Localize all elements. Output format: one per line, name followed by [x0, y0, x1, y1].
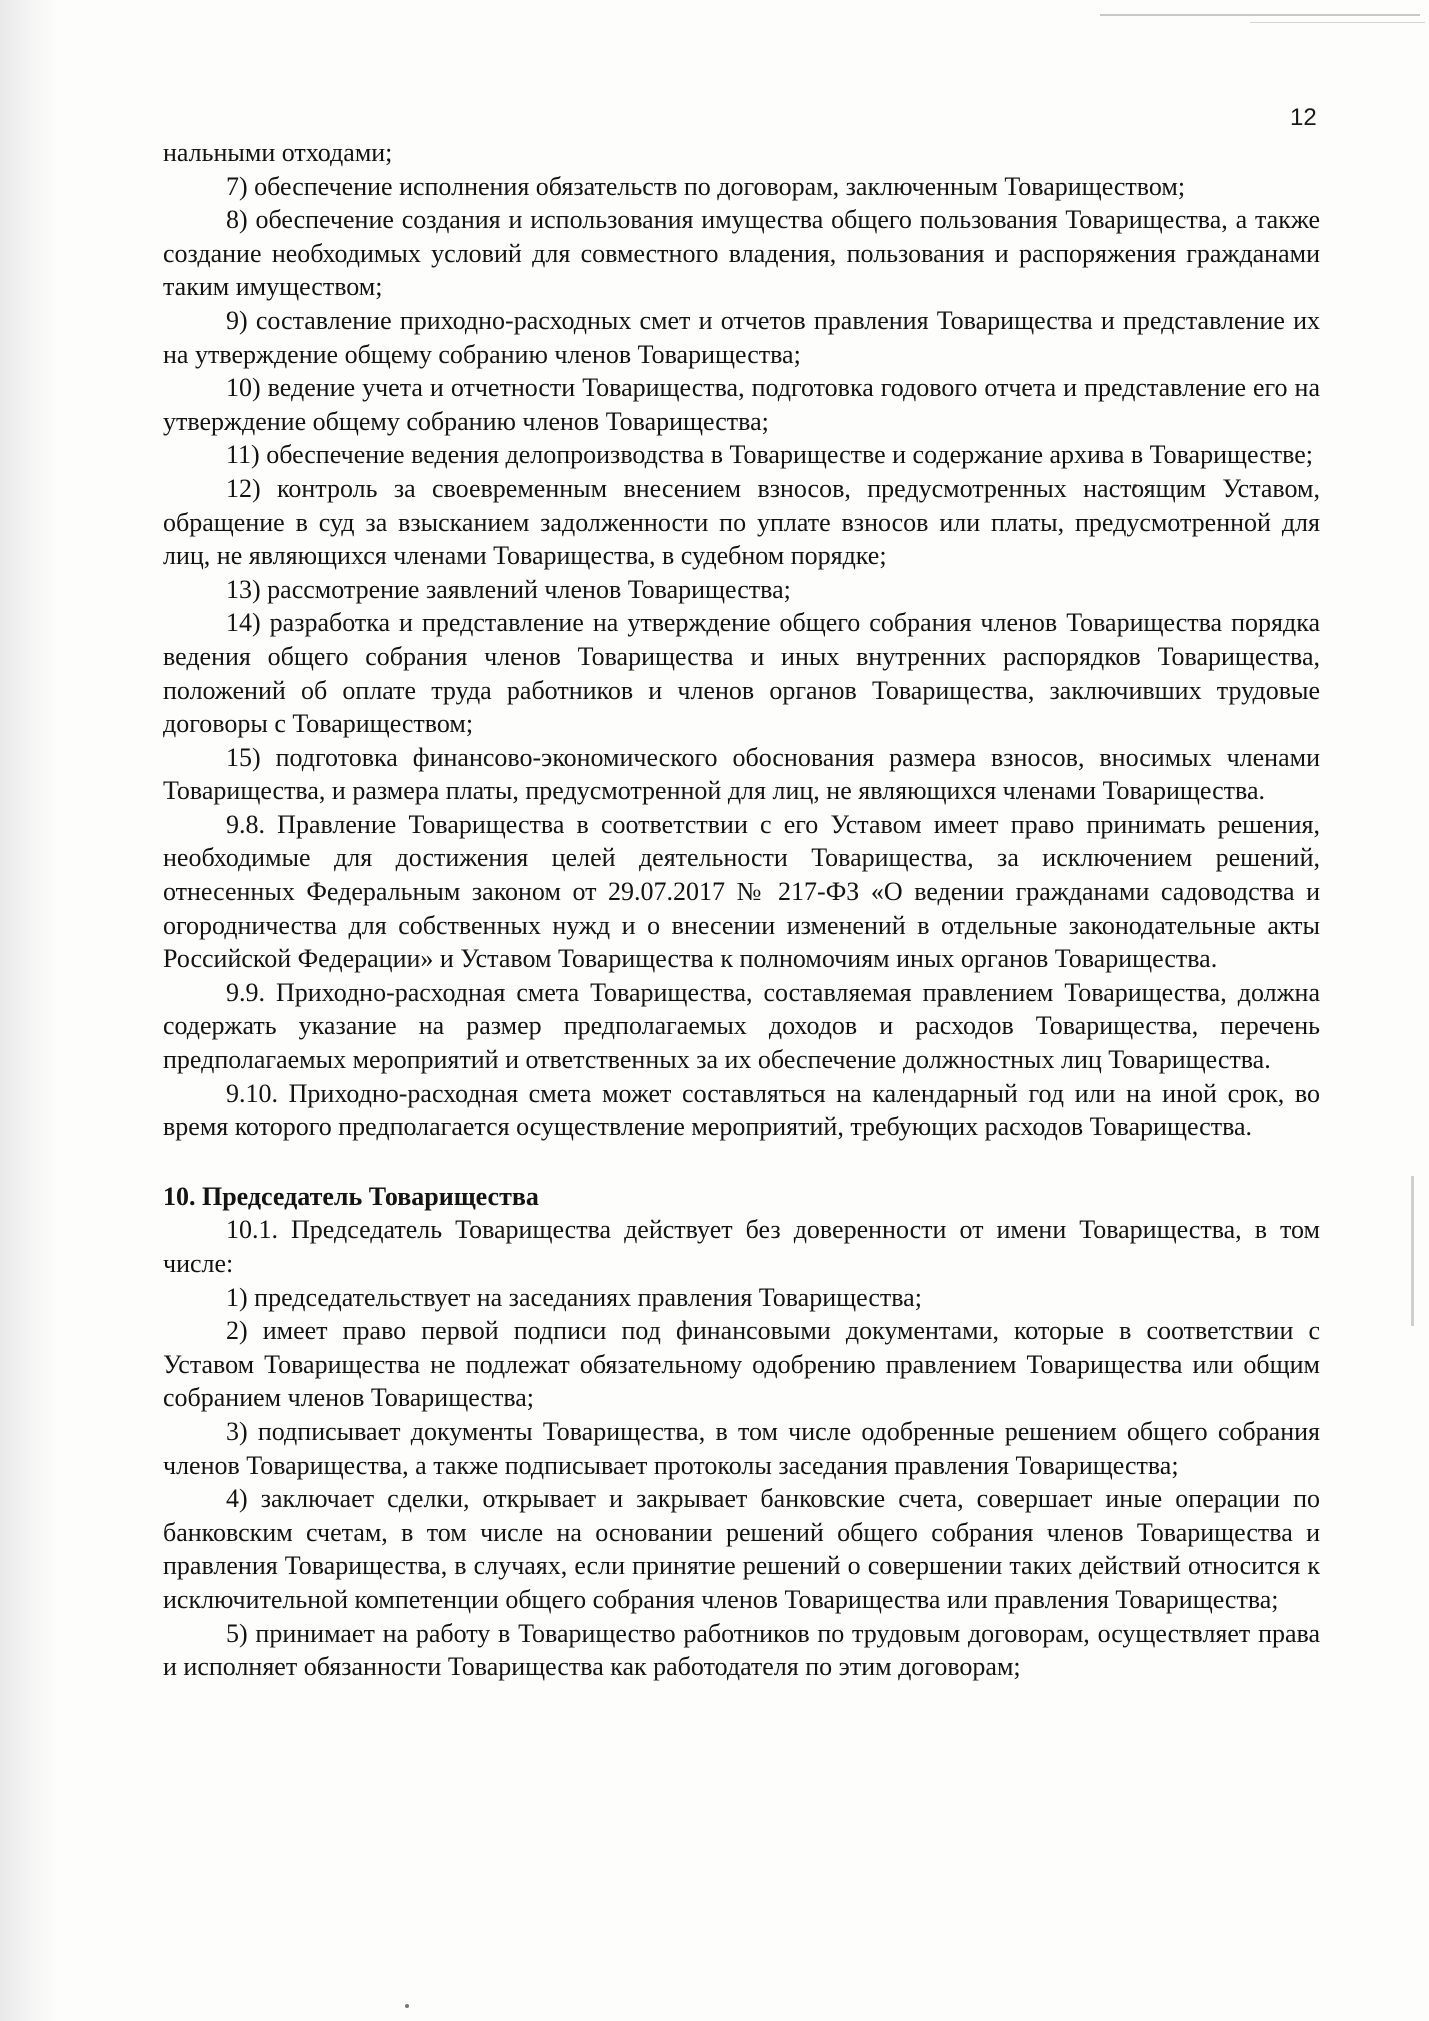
paragraph: 10) ведение учета и отчетности Товарищества, подготовка годового отчета и представление его на утверждение общему собранию членов Товарищества;: [163, 373, 1320, 436]
paragraph: 15) подготовка финансово-экономического обоснования размера взносов, вносимых членами Товарищества, и размера платы, предусмотренной для лиц, не являющихся членами Товарищества.: [163, 742, 1320, 806]
scan-edge-line: [1100, 14, 1420, 16]
paragraph: 2) имеет право первой подписи под финансовыми документами, которые в соответствии с Уставом Товарищества не подлежат обязательному одобрению правлением Товарищества или общим собранием членов Товарищества;: [163, 1316, 1320, 1413]
paragraph: 13) рассмотрение заявлений членов Товарищества;: [226, 574, 791, 604]
paragraph: 12) контроль за своевременным внесением взносов, предусмотренных настоящим Уставом, обращение в суд за взысканием задолженности по уплате взносов или платы, предусмотренной для лиц, не являющихся членами Товарищества, в судебном порядке;: [163, 473, 1320, 571]
section-9-list: [163, 136, 1320, 1144]
paragraph: нальными отходами;: [163, 138, 393, 167]
page-number: 12: [1290, 104, 1317, 131]
scan-edge-line: [1250, 22, 1425, 23]
paragraph: 3) подписывает документы Товарищества, в том числе одобренные решением общего собрания членов Товарищества, а также подписывает протоколы заседания правления Товарищества;: [163, 1416, 1320, 1480]
paragraph: 7) обеспечение исполнения обязательств по договорам, заключенным Товариществом;: [226, 171, 1186, 201]
paragraph: 10.1. Председатель Товарищества действует без доверенности от имени Товарищества, в том числе:: [163, 1215, 1320, 1278]
scan-edge-mark: [1411, 1176, 1414, 1326]
paragraph: 8) обеспечение создания и использования имущества общего пользования Товарищества, а также создание необходимых условий для совместного владения, пользования и распоряжения гражданами таким имуществом;: [163, 205, 1320, 302]
paragraph: 1) председательствует на заседаниях правления Товарищества;: [226, 1282, 922, 1312]
paragraph: 9.10. Приходно-расходная смета может составляться на календарный год или на иной срок, во время которого предполагается осуществление мероприятий, требующих расходов Товарищества.: [163, 1078, 1320, 1142]
section-heading: 10. Председатель Товарищества: [163, 1181, 539, 1211]
scan-speck: [405, 2004, 409, 2008]
paragraph: 9) составление приходно-расходных смет и отчетов правления Товарищества и представление их на утверждение общему собранию членов Товарищества;: [163, 305, 1320, 369]
paragraph: 9.9. Приходно-расходная смета Товарищества, составляемая правлением Товарищества, должна содержать указание на размер предполагаемых доходов и расходов Товарищества, перечень предполагаемых мероприятий и ответственных за их обеспечение должностных лиц Товарищества.: [163, 977, 1320, 1075]
scan-shadow-left: [0, 0, 58, 2021]
paragraph: 14) разработка и представление на утверждение общего собрания членов Товарищества порядка ведения общего собрания членов Товарищества и иных внутренних распорядков Товарищества, положений об оплате труда работников и членов органов Товарищества, заключивших трудовые договоры с Товариществом;: [163, 608, 1320, 739]
paragraph: 5) принимает на работу в Товарищество работников по трудовым договорам, осуществляет права и исполняет обязанности Товарищества как работодателя по этим договорам;: [163, 1618, 1320, 1682]
document-body: [163, 136, 1320, 1684]
paragraph: 9.8. Правление Товарищества в соответствии с его Уставом имеет право принимать решения, необходимые для достижения целей деятельности Товарищества, за исключением решений, отнесенных Федеральным законом от 29.07.2017 № 217-ФЗ «О ведении гражданами садоводства и огородничества для собственных нужд и о внесении изменений в отдельные законодательные акты Российской Федерации» и Уставом Товарищества к полномочиям иных органов Товарищества.: [163, 809, 1320, 974]
section-10-list: [163, 1213, 1320, 1683]
paragraph: 4) заключает сделки, открывает и закрывает банковские счета, совершает иные операции по банковским счетам, в том числе на основании решений общего собрания членов Товарищества и правления Товарищества, в случаях, если принятие решений о совершении таких действий относится к исключительной компетенции общего собрания членов Товарищества или правления Товарищества;: [163, 1484, 1320, 1614]
paragraph: 11) обеспечение ведения делопроизводства в Товариществе и содержание архива в Товариществе;: [226, 440, 1313, 470]
